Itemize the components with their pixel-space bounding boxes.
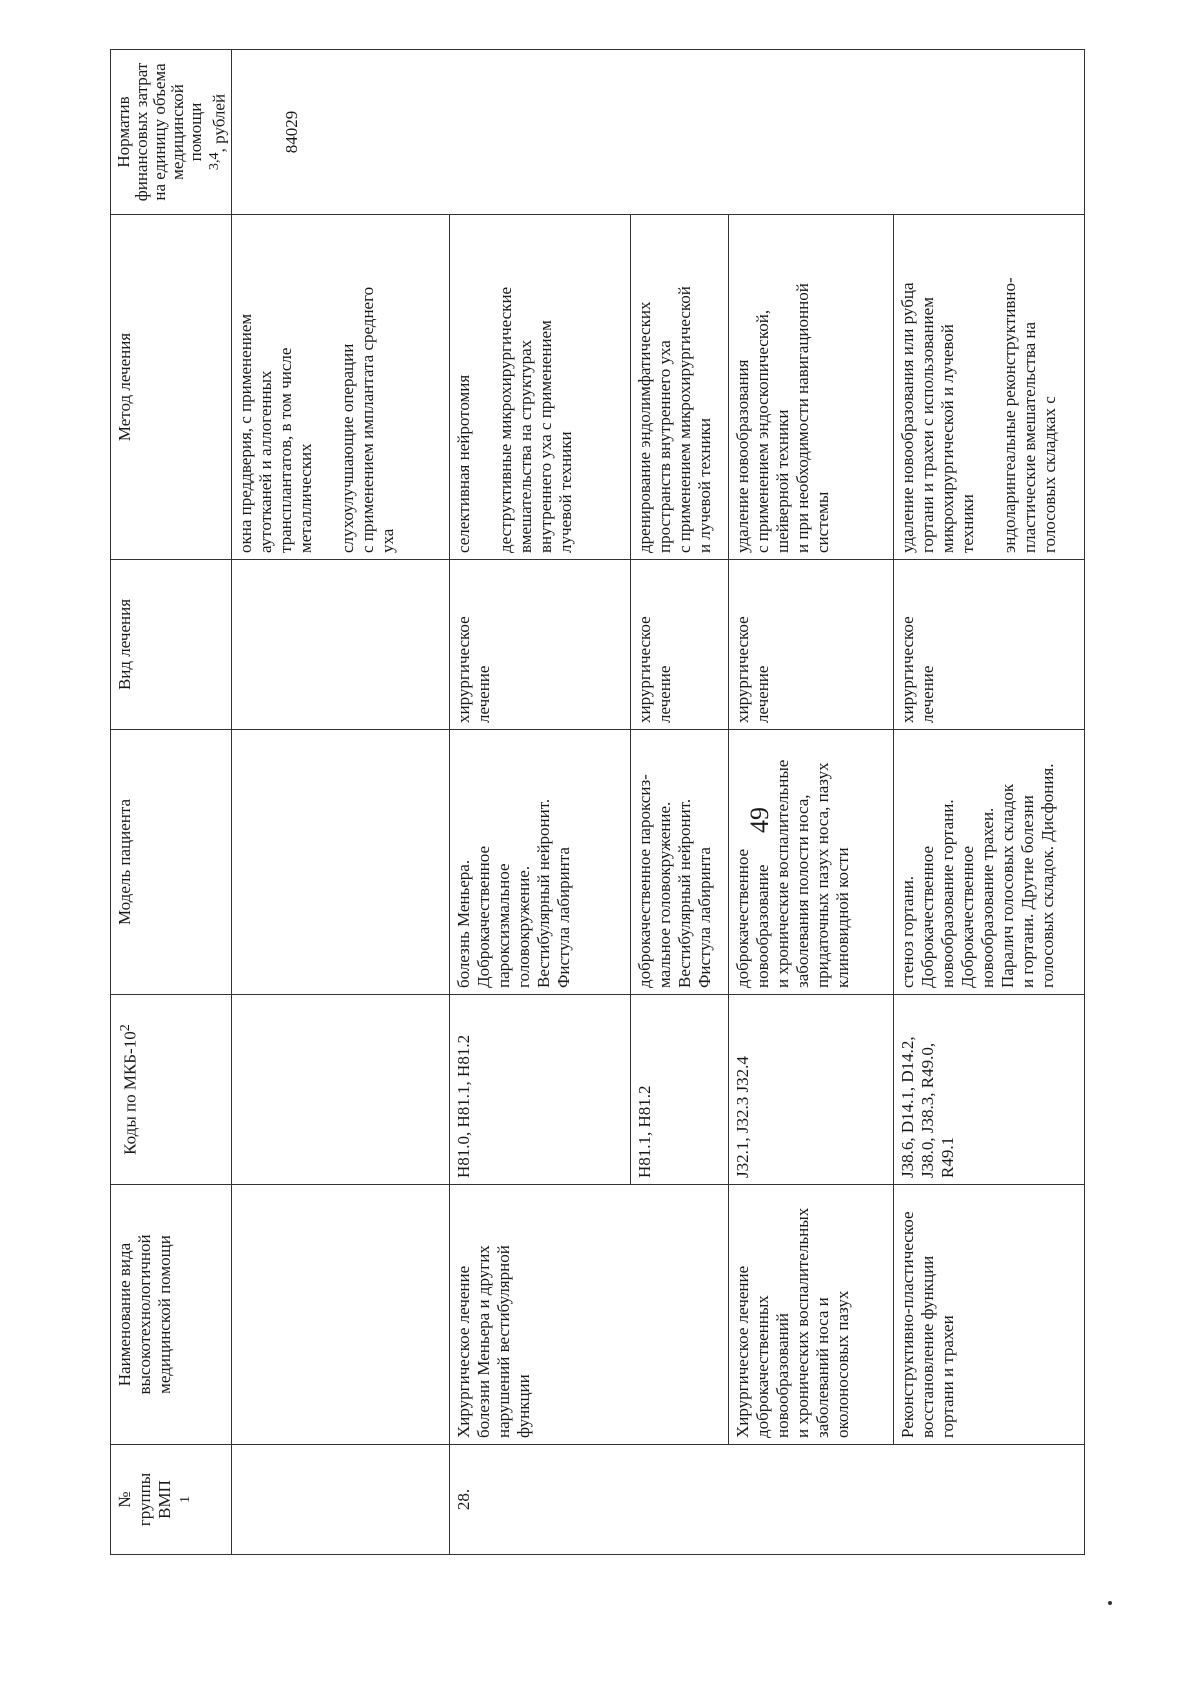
treatment-cell	[231, 560, 450, 730]
codes-cell: H81.0, H81.1, H81.2	[450, 995, 631, 1185]
method-cell: удаление новообразования или рубца гортани и трахеи с использованием микрохирургической и лучевой техники эндоларингеальные реконструктивно- пластические вмешательства на голосовых складках с	[893, 215, 1085, 560]
name-cell	[231, 1185, 450, 1445]
model-cell: болезнь Меньера. Доброкачественное пароксизмальное головокружение. Вестибулярный нейронит. Фистула лабиринта	[450, 730, 631, 995]
method-cell: окна преддверия, с применением аутотканей и аллогенных трансплантатов, в том числе металлических слухоулучшающие операции с применением имплантата среднего уха	[231, 215, 450, 560]
header-treatment: Вид лечения	[111, 560, 232, 730]
vmp-table	[110, 49, 1085, 1555]
header-model: Модель пациента	[111, 730, 232, 995]
name-cell: Хирургическое лечение доброкачественных новообразований и хронических воспалительных заболеваний носа и околоносовых пазух	[729, 1185, 893, 1445]
header-group-no: № группы ВМП $^1$	[111, 1445, 232, 1555]
method-cell: удаление новообразования с применением эндоскопической, шейверной техники и при необходимости навигационной системы	[729, 215, 893, 560]
group-cell: 28.	[450, 1445, 1085, 1555]
codes-cell: J32.1, J32.3 J32.4	[729, 995, 893, 1185]
table-row	[231, 50, 450, 1555]
norm-cell: 84029	[231, 50, 1084, 215]
table-row	[450, 50, 631, 1555]
table-row	[729, 50, 893, 1555]
method-cell: дренирование эндолимфатических пространств внутреннего уха с применением микрохирургической и лучевой техники	[630, 215, 728, 560]
header-name: Наименование вида высокотехнологичной медицинской помощи	[111, 1185, 232, 1445]
table-header-row	[111, 50, 232, 1555]
codes-cell	[231, 995, 450, 1185]
header-norm: Норматив финансовых затрат на единицу объема медицинской помощи $^{3,4}$, рублей	[111, 50, 232, 215]
rotated-table-wrapper	[110, 50, 1085, 1555]
scan-speck	[1108, 1601, 1112, 1605]
codes-cell: J38.6, D14.1, D14.2, J38.0, J38.3, R49.0, R49.1	[893, 995, 1085, 1185]
codes-cell: H81.1, H81.2	[630, 995, 728, 1185]
name-cell: Реконструктивно-пластическое восстановление функции гортани и трахеи	[893, 1185, 1085, 1445]
table-row	[893, 50, 1085, 1555]
header-codes: Коды по МКБ-$10^2$	[111, 995, 232, 1185]
treatment-cell: хирургическое лечение	[893, 560, 1085, 730]
model-cell: доброкачественное новообразование и хронические воспалительные заболевания полости носа, придаточных пазух носа, пазух клиновидной кости	[729, 730, 893, 995]
treatment-cell: хирургическое лечение	[729, 560, 893, 730]
model-cell	[231, 730, 450, 995]
model-cell: стеноз гортани. Доброкачественное новообразование гортани. Доброкачественное новообразование трахеи. Паралич голосовых складок и гортани. Другие болезни голосовых складок. Дисфония.	[893, 730, 1085, 995]
page-number: 49	[745, 807, 774, 833]
group-cell	[231, 1445, 450, 1555]
header-method: Метод лечения	[111, 215, 232, 560]
model-cell: доброкачественное пароксиз- мальное головокружение. Вестибулярный нейронит. Фистула лабиринта	[630, 730, 728, 995]
name-cell: Хирургическое лечение болезни Меньера и других нарушений вестибулярной функции	[450, 1185, 729, 1445]
method-cell: селективная нейротомия деструктивные микрохирургические вмешательства на структурах внутреннего уха с применением лучевой техники	[450, 215, 631, 560]
treatment-cell: хирургическое лечение	[450, 560, 631, 730]
treatment-cell: хирургическое лечение	[630, 560, 728, 730]
